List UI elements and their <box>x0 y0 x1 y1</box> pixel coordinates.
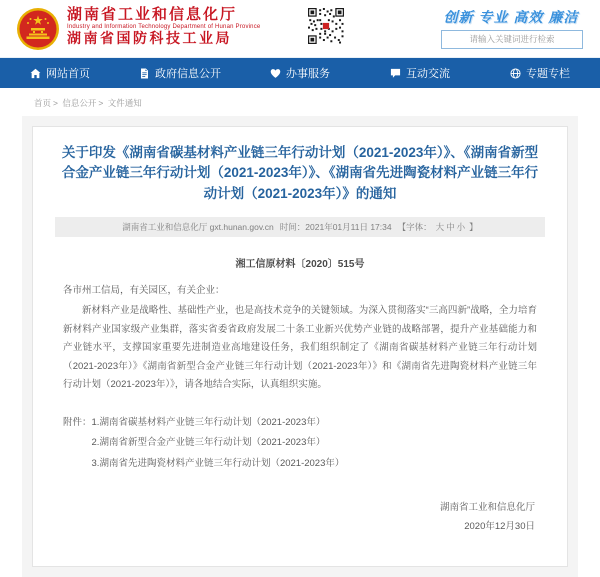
globe-icon <box>510 68 521 79</box>
font-size-large-button[interactable]: 大 <box>435 221 445 232</box>
body-paragraph: 新材料产业是战略性、基础性产业，也是高技术竞争的关键领域。为深入贯彻落实“三高四新”战略，全力培育新材料产业国家级产业集群，落实省委省政府发展二十条工业新兴优势产业链的战略部署，提升产业基础能力和产业链水平，支撑国家重要先进制造业高地建设任务，我们组织制定了《湖南省碳基材料产业链三年行动计划（2021-2023年）》《湖南省新型合金产业链三年行动计划（2021-2023年）》和《湖南省先进陶瓷材料产业链三年行动计划（2021-2023年）》，请各地结合实际，认真组织实施。 <box>63 305 537 391</box>
nav-item-special-columns[interactable] <box>480 58 600 88</box>
page-background <box>22 116 578 577</box>
site-slogan: 创新 专业 高效 廉洁 <box>443 9 579 25</box>
font-size-small-button[interactable]: 小 <box>456 221 466 232</box>
home-icon <box>30 68 41 79</box>
article-time: 时间：2021年01月11日 17:34 <box>279 221 392 232</box>
attachment-link-2[interactable]: 2.湖南省新型合金产业链三年行动计划（2021-2023年） <box>91 437 326 449</box>
chat-icon <box>390 68 401 79</box>
article-source: 湖南省工业和信息化厅 gxt.hunan.gov.cn <box>122 221 274 232</box>
nav-item-label: 政府信息公开 <box>155 68 221 80</box>
nav-item-services[interactable] <box>240 58 360 88</box>
attachment-link-1[interactable]: 1.湖南省碳基材料产业链三年行动计划（2021-2023年） <box>91 416 326 428</box>
qr-code <box>308 8 344 44</box>
nav-item-label: 网站首页 <box>46 68 90 80</box>
site-header <box>0 0 600 58</box>
service-heart-icon <box>270 68 281 79</box>
search-box <box>441 29 583 48</box>
org-name-cn2: 湖南省国防科技工业局 <box>67 30 232 47</box>
org-name-en: Industry and Information Technology Department of Hunan Province <box>67 23 261 30</box>
document-icon <box>139 68 150 79</box>
site-logo-text <box>67 7 260 46</box>
national-emblem-icon <box>16 7 60 51</box>
attachment-link-3[interactable]: 3.湖南省先进陶瓷材料产业链三年行动计划（2021-2023年） <box>91 457 345 469</box>
breadcrumb-home[interactable]: 首页 <box>34 98 52 108</box>
document-number: 湘工信原材料〔2020〕515号 <box>235 258 365 270</box>
article-card <box>32 126 568 567</box>
nav-item-label: 互动交流 <box>406 68 450 80</box>
breadcrumb-separator: > <box>53 98 58 108</box>
main-nav <box>0 58 600 88</box>
nav-item-home[interactable] <box>0 58 120 88</box>
article-body <box>63 282 537 395</box>
article-title: 关于印发《湖南省碳基材料产业链三年行动计划（2021-2023年）》、《湖南省新型合金产业链三年行动计划（2021-2023年）》、《湖南省先进陶瓷材料产业链三年行动计划（2021-2023年）》的通知 <box>61 145 539 201</box>
breadcrumb-current: 文件通知 <box>107 98 142 108</box>
signature-org: 湖南省工业和信息化厅 <box>439 502 535 514</box>
attachments-section <box>63 413 537 474</box>
search-input[interactable] <box>441 30 583 49</box>
breadcrumb-separator: > <box>98 98 104 108</box>
attachments-label: 附件： <box>63 416 92 428</box>
attachments-list <box>92 413 345 474</box>
signature-date: 2020年12月30日 <box>464 521 535 533</box>
article-meta-bar <box>55 217 545 237</box>
salutation: 各市州工信局，有关园区，有关企业： <box>63 284 225 296</box>
org-name-cn: 湖南省工业和信息化厅 <box>67 6 238 23</box>
nav-item-interaction[interactable] <box>360 58 480 88</box>
font-size-label-end: 】 <box>469 221 478 232</box>
signature-block <box>65 498 535 536</box>
nav-item-gov-info[interactable] <box>120 58 240 88</box>
nav-item-label: 办事服务 <box>286 68 330 80</box>
nav-item-label: 专题专栏 <box>526 68 570 80</box>
breadcrumb <box>0 88 600 116</box>
breadcrumb-info-disclosure[interactable]: 信息公开 <box>62 98 97 108</box>
font-size-medium-button[interactable]: 中 <box>446 221 455 232</box>
font-size-label: 【字体： <box>397 221 432 232</box>
